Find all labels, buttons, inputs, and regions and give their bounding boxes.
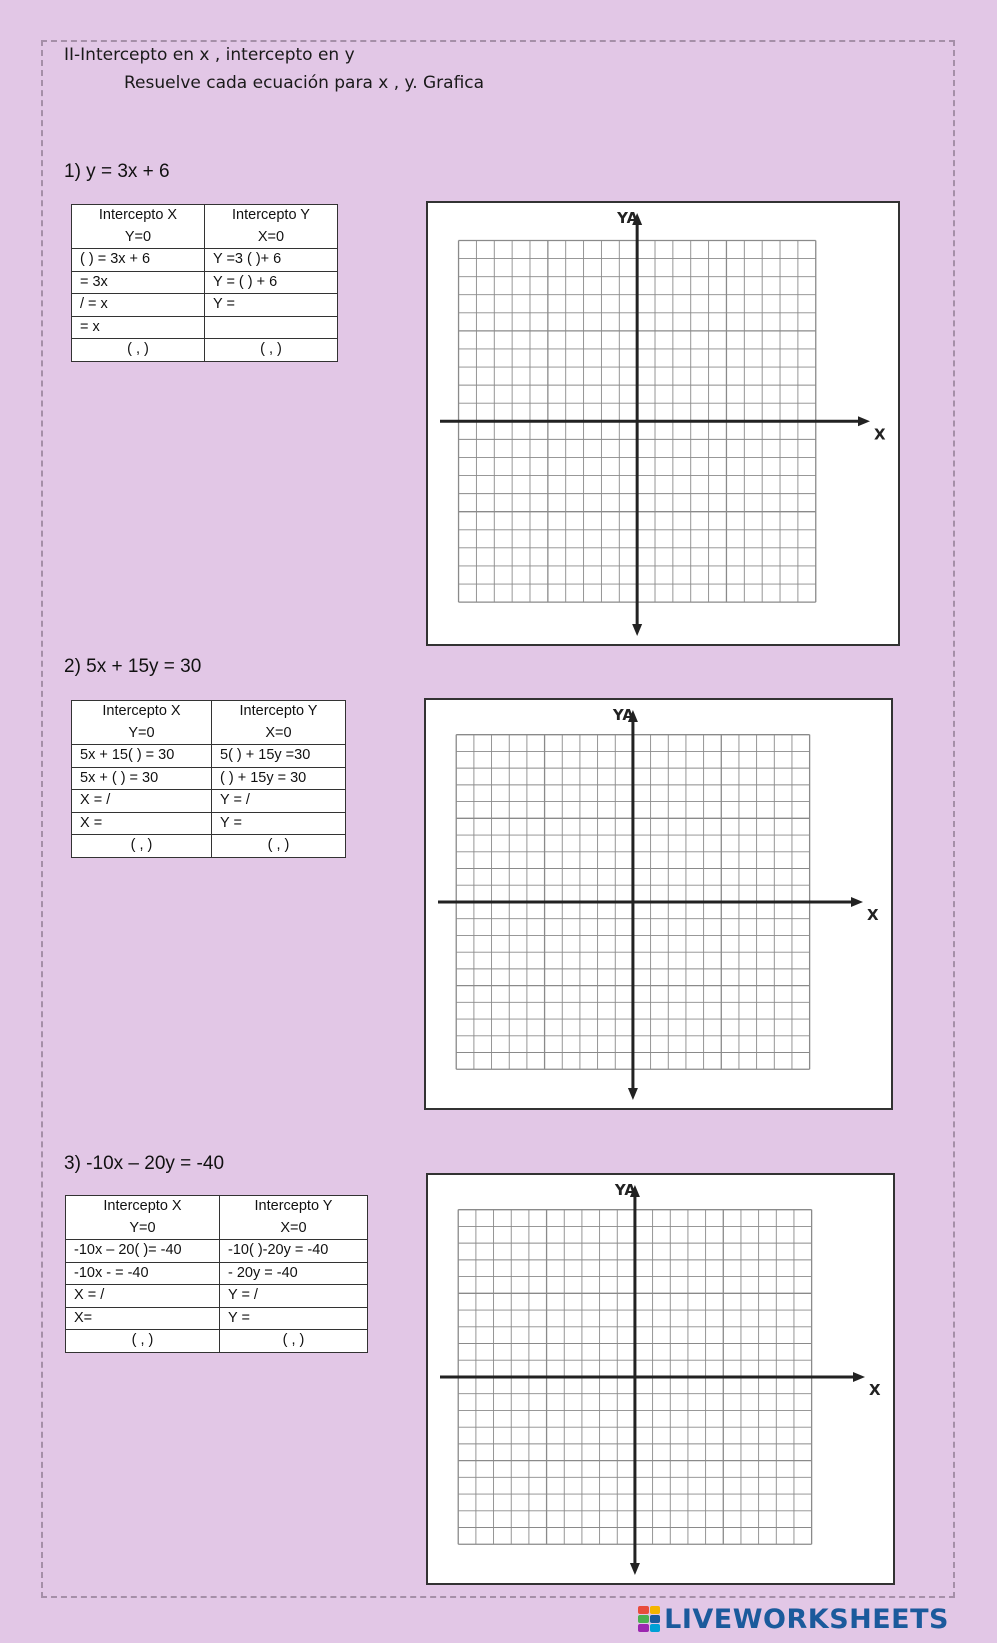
table-cell[interactable]: Y =3 ( )+ 6 xyxy=(205,249,338,272)
problem-2-graph[interactable] xyxy=(424,698,893,1110)
table-cell-ordered-pair[interactable]: ( , ) xyxy=(66,1330,220,1353)
table-subheader-x: Y=0 xyxy=(66,1218,220,1240)
x-axis-right-arrow-icon xyxy=(851,897,863,907)
table-cell[interactable]: ( ) + 15y = 30 xyxy=(212,767,346,790)
table-cell-ordered-pair[interactable]: ( , ) xyxy=(72,339,205,362)
table-cell[interactable]: X = / xyxy=(66,1285,220,1308)
x-axis-right-arrow-icon xyxy=(853,1372,865,1382)
table-cell[interactable]: Y = ( ) + 6 xyxy=(205,271,338,294)
table-header-x: Intercepto X xyxy=(72,701,212,723)
y-axis-down-arrow-icon xyxy=(630,1563,640,1575)
table-cell[interactable]: -10x - = -40 xyxy=(66,1262,220,1285)
problem-1-equation: 1) y = 3x + 6 xyxy=(64,161,170,182)
y-axis-label: YA xyxy=(617,209,639,227)
table-cell-ordered-pair[interactable]: ( , ) xyxy=(205,339,338,362)
problem-3-graph[interactable] xyxy=(426,1173,895,1585)
y-axis-down-arrow-icon xyxy=(632,624,642,636)
x-axis-label: X xyxy=(874,425,886,444)
problem-1-graph[interactable] xyxy=(426,201,900,646)
table-cell[interactable]: ( ) = 3x + 6 xyxy=(72,249,205,272)
table-subheader-x: Y=0 xyxy=(72,227,205,249)
table-cell[interactable] xyxy=(205,316,338,339)
problem-1-intercept-table xyxy=(71,204,338,362)
table-header-x: Intercepto X xyxy=(66,1196,220,1218)
table-header-x: Intercepto X xyxy=(72,205,205,227)
problem-3-intercept-table xyxy=(65,1195,368,1353)
worksheet-instructions: Resuelve cada ecuación para x , y. Grafica xyxy=(124,73,485,93)
table-header-y: Intercepto Y xyxy=(212,701,346,723)
table-cell-ordered-pair[interactable]: ( , ) xyxy=(72,835,212,858)
x-axis-label: X xyxy=(867,905,879,924)
table-cell[interactable]: 5( ) + 15y =30 xyxy=(212,745,346,768)
worksheet-heading: II-Intercepto en x , intercepto en y xyxy=(64,45,355,65)
coordinate-plane[interactable] xyxy=(428,203,898,644)
liveworksheets-logo xyxy=(638,1602,949,1636)
table-cell[interactable]: 5x + ( ) = 30 xyxy=(72,767,212,790)
table-cell[interactable]: X = / xyxy=(72,790,212,813)
y-axis-label: YA xyxy=(614,1181,636,1199)
table-cell[interactable]: X= xyxy=(66,1307,220,1330)
table-cell[interactable]: Y = xyxy=(220,1307,368,1330)
y-axis-down-arrow-icon xyxy=(628,1088,638,1100)
table-cell[interactable]: = 3x xyxy=(72,271,205,294)
table-subheader-x: Y=0 xyxy=(72,723,212,745)
table-cell[interactable]: - 20y = -40 xyxy=(220,1262,368,1285)
problem-2-equation: 2) 5x + 15y = 30 xyxy=(64,656,202,677)
table-cell[interactable]: Y = xyxy=(212,812,346,835)
coordinate-plane[interactable] xyxy=(426,700,891,1108)
x-axis-label: X xyxy=(869,1380,881,1399)
brand-name: LIVEWORKSHEETS xyxy=(664,1603,949,1635)
table-cell[interactable]: -10x – 20( )= -40 xyxy=(66,1240,220,1263)
table-subheader-y: X=0 xyxy=(220,1218,368,1240)
problem-2-intercept-table xyxy=(71,700,346,858)
problem-3-equation: 3) -10x – 20y = -40 xyxy=(64,1153,225,1174)
table-header-y: Intercepto Y xyxy=(205,205,338,227)
table-cell[interactable]: Y = / xyxy=(212,790,346,813)
table-cell[interactable]: Y = xyxy=(205,294,338,317)
logo-badge-icon xyxy=(638,1606,660,1632)
table-cell[interactable]: -10( )-20y = -40 xyxy=(220,1240,368,1263)
table-header-y: Intercepto Y xyxy=(220,1196,368,1218)
table-subheader-y: X=0 xyxy=(212,723,346,745)
coordinate-plane[interactable] xyxy=(428,1175,893,1583)
table-cell[interactable]: Y = / xyxy=(220,1285,368,1308)
table-subheader-y: X=0 xyxy=(205,227,338,249)
x-axis-right-arrow-icon xyxy=(858,416,870,426)
table-cell[interactable]: 5x + 15( ) = 30 xyxy=(72,745,212,768)
table-cell-ordered-pair[interactable]: ( , ) xyxy=(220,1330,368,1353)
y-axis-label: YA xyxy=(612,706,634,724)
table-cell[interactable]: / = x xyxy=(72,294,205,317)
table-cell-ordered-pair[interactable]: ( , ) xyxy=(212,835,346,858)
table-cell[interactable]: X = xyxy=(72,812,212,835)
table-cell[interactable]: = x xyxy=(72,316,205,339)
